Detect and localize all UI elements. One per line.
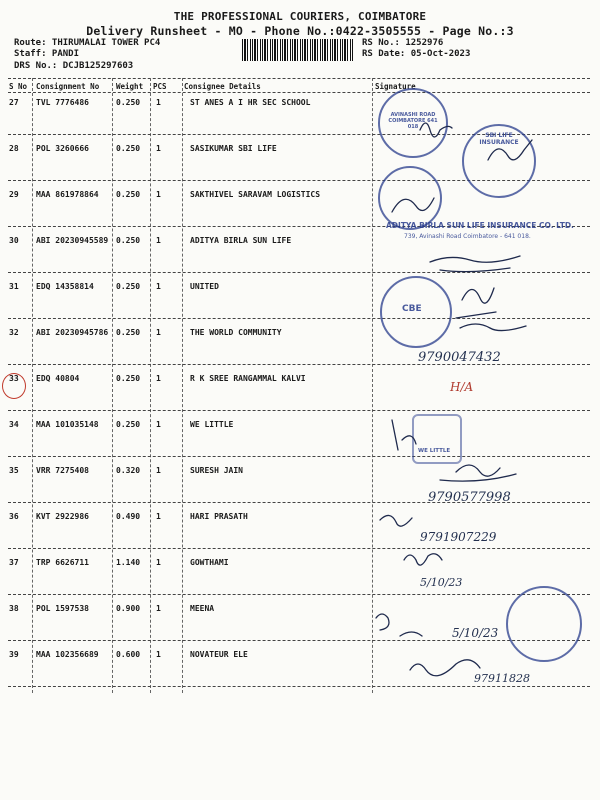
row-consignee: SAKTHIVEL SARAVAM LOGISTICS (190, 190, 321, 199)
row-consignee: R K SREE RANGAMMAL KALVI (190, 374, 306, 383)
aditya-birla-address: 739, Avinashi Road Coimbatore - 641 018. (404, 233, 531, 240)
handwritten-phone-32: 9790047432 (418, 350, 501, 365)
row-pcs: 1 (156, 420, 161, 429)
aditya-birla-stamp: ADITYA BIRLA SUN LIFE INSURANCE CO. LTD. (386, 221, 574, 230)
row-weight: 0.250 (116, 236, 141, 245)
row-sno: 38 (9, 604, 19, 613)
row-consignee: SURESH JAIN (190, 466, 243, 475)
row-consignee: NOVATEUR ELE (190, 650, 248, 659)
row-pcs: 1 (156, 466, 161, 475)
row-consignee: UNITED (190, 282, 219, 291)
row-consignment-no: POL 3260666 (36, 144, 89, 153)
signature-39 (410, 660, 480, 676)
row-sno: 27 (9, 98, 19, 107)
row-consignment-no: POL 1597538 (36, 604, 89, 613)
handwritten-phone-35: 9790577998 (428, 490, 511, 505)
row-weight: 1.140 (116, 558, 141, 567)
rs-number: RS No.: 1252976 (362, 38, 444, 48)
row-weight: 0.250 (116, 420, 141, 429)
row-consignment-no: EDQ 40804 (36, 374, 80, 383)
row-weight: 0.250 (116, 328, 141, 337)
rs-date: RS Date: 05-Oct-2023 (362, 49, 471, 59)
row-consignment-no: VRR 7275408 (36, 466, 89, 475)
signature-34 (392, 420, 416, 450)
signature-27 (420, 123, 452, 137)
row-consignment-no: ABI 20230945589 (36, 236, 109, 245)
signature-35 (440, 465, 516, 481)
row-consignee: GOWTHAMI (190, 558, 229, 567)
row-consignee: ADITYA BIRLA SUN LIFE (190, 236, 292, 245)
row-consignment-no: ABI 20230945786 (36, 328, 109, 337)
handwritten-mark-33: H/A (450, 380, 474, 394)
row-pcs: 1 (156, 328, 161, 337)
drs-number: DRS No.: DCJB125297603 (14, 61, 134, 71)
col-consignee: Consignee Details (184, 82, 261, 91)
row-pcs: 1 (156, 650, 161, 659)
row-pcs: 1 (156, 374, 161, 383)
row-sno: 28 (9, 144, 19, 153)
row-sno: 35 (9, 466, 19, 475)
row-consignee: MEENA (190, 604, 215, 613)
col-weight: Weight (116, 82, 144, 91)
row-pcs: 1 (156, 512, 161, 521)
row-consignee: THE WORLD COMMUNITY (190, 328, 282, 337)
row-weight: 0.250 (116, 144, 141, 153)
row-consignment-no: MAA 861978864 (36, 190, 99, 199)
row-pcs: 1 (156, 98, 161, 107)
signature-38 (376, 614, 422, 636)
signature-37 (404, 554, 442, 565)
col-pcs: PCS (153, 82, 167, 91)
row-pcs: 1 (156, 558, 161, 567)
row-weight: 0.250 (116, 98, 141, 107)
row-consignment-no: EDQ 14358814 (36, 282, 94, 291)
row-consignee: SASIKUMAR SBI LIFE (190, 144, 277, 153)
handwritten-phone-39: 97911828 (474, 672, 530, 685)
staff-label: Staff: PANDI (14, 49, 80, 59)
signature-31 (456, 288, 496, 318)
row-sno: 29 (9, 190, 19, 199)
row-weight: 0.320 (116, 466, 141, 475)
col-signature: Signature (375, 82, 416, 91)
row-consignment-no: MAA 101035148 (36, 420, 99, 429)
row-pcs: 1 (156, 236, 161, 245)
row-consignee: HARI PRASATH (190, 512, 248, 521)
row-pcs: 1 (156, 144, 161, 153)
row-weight: 0.600 (116, 650, 141, 659)
row-sno: 34 (9, 420, 19, 429)
row-consignment-no: TRP 6626711 (36, 558, 89, 567)
runsheet-subtitle: Delivery Runsheet - MO - Phone No.:0422-3505555 - Page No.:3 (86, 24, 514, 38)
col-consignment: Consignment No (36, 82, 100, 91)
row-sno: 30 (9, 236, 19, 245)
row-sno: 33 (9, 374, 19, 383)
row-consignment-no: MAA 102356689 (36, 650, 99, 659)
row-weight: 0.490 (116, 512, 141, 521)
row-sno: 32 (9, 328, 19, 337)
handwritten-date-37: 5/10/23 (420, 576, 463, 589)
row-weight: 0.250 (116, 190, 141, 199)
route-label: Route: THIRUMALAI TOWER PC4 (14, 38, 161, 48)
col-sno: S No (9, 82, 28, 91)
row-weight: 0.250 (116, 282, 141, 291)
stamp-welittle-text: WE LITTLE (418, 448, 451, 454)
row-consignment-no: TVL 7776486 (36, 98, 89, 107)
stamp-sbi-text: SBI LIFE INSURANCE (479, 132, 519, 146)
row-pcs: 1 (156, 190, 161, 199)
signature-30 (430, 256, 520, 272)
signature-28 (488, 140, 532, 160)
row-sno: 37 (9, 558, 19, 567)
signature-36 (380, 515, 412, 526)
row-sno: 39 (9, 650, 19, 659)
company-title: THE PROFESSIONAL COURIERS, COIMBATORE (173, 10, 427, 23)
stamp-cbe-text: CBE (402, 304, 422, 314)
row-weight: 0.900 (116, 604, 141, 613)
row-consignment-no: KVT 2922986 (36, 512, 89, 521)
row-consignee: ST ANES A I HR SEC SCHOOL (190, 98, 311, 107)
handwritten-date-38: 5/10/23 (452, 626, 499, 640)
row-sno: 31 (9, 282, 19, 291)
row-pcs: 1 (156, 282, 161, 291)
stamp-avinashi-text: AVINASHI ROAD COIMBATORE 641 018 (388, 112, 438, 130)
row-consignee: WE LITTLE (190, 420, 234, 429)
signature-29 (392, 198, 434, 212)
row-weight: 0.250 (116, 374, 141, 383)
row-pcs: 1 (156, 604, 161, 613)
row-sno: 36 (9, 512, 19, 521)
signature-32 (460, 324, 526, 331)
handwritten-phone-36: 9791907229 (420, 530, 497, 544)
